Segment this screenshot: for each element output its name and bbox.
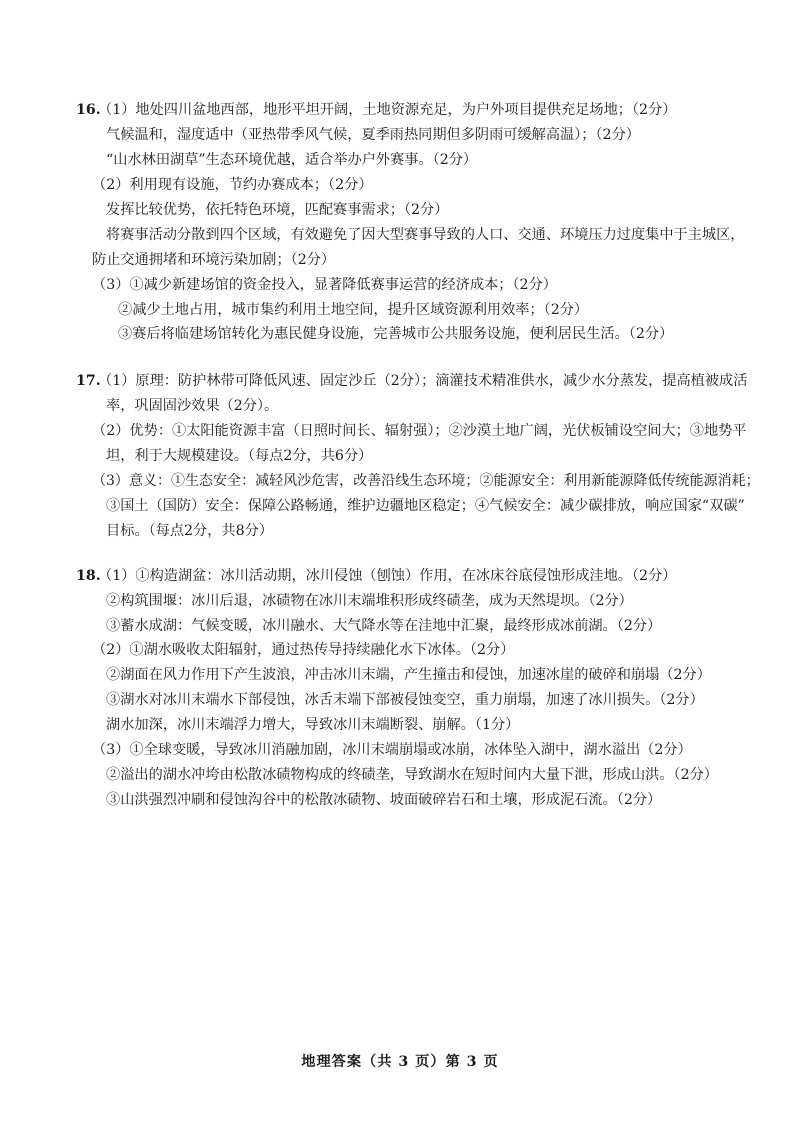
answer-line: ②溢出的湖水冲垮由松散冰碛物构成的终碛垄，导致湖水在短时间内大量下泄，形成山洪。（2分） [106,767,718,783]
answer-line: 目标。（每点2分，共8分） [106,523,274,539]
answer-line: ③赛后将临建场馆转化为惠民健身设施，完善城市公共服务设施，便利居民生活。（2分） [118,326,674,342]
answer-line: 将赛事活动分散到四个区域，有效避免了因大型赛事导致的人口、交通、环境压力过度集中于主城区， [106,227,745,243]
answer-line: 气候温和，湿度适中（亚热带季风气候，夏季雨热同期但多阴雨可缓解高温）；（2分） [106,127,640,143]
answer-line: 发挥比较优势，依托特色环境，匹配赛事需求；（2分） [106,202,449,218]
answer-line: （3）①全球变暖，导致冰川消融加剧，冰川末端崩塌或冰崩，冰体坠入湖中，湖水溢出（2分） [92,742,692,758]
answer-line: ②湖面在风力作用下产生波浪，冲击冰川末端，产生撞击和侵蚀，加速冰崖的破碎和崩塌（2分） [106,667,711,683]
answer-line: 坦，利于大规模建设。（每点2分，共6分） [106,448,373,464]
answer-line: （2）优势：①太阳能资源丰富（日照时间长、辐射强）；②沙漠土地广阔，光伏板铺设空间大；③地势平 [92,423,747,439]
answer-line: 防止交通拥堵和环境污染加剧；（2分） [92,252,336,268]
answer-line: （1）原理：防护林带可降低风速、固定沙丘（2分）；滴灌技术精准供水，减少水分蒸发，提高植被成活 [98,373,748,389]
answer-line: （2）①湖水吸收太阳辐射，通过热传导持续融化水下冰体。（2分） [92,642,515,658]
answer-line: ③国土（国防）安全：保障公路畅通，维护边疆地区稳定；④气候安全：减少碳排放，响应国家“双碳” [106,498,745,514]
answer-line: ③蓄水成湖：气候变暖，冰川融水、大气降水等在洼地中汇聚，最终形成冰前湖。（2分） [106,618,662,634]
answer-line: 率，巩固固沙效果（2分）。 [106,398,279,414]
answer-line: （2）利用现有设施，节约办赛成本；（2分） [92,177,373,193]
answer-line: “山水林田湖草”生态环境优越，适合举办户外赛事。（2分） [106,152,478,168]
answer-line: （1）地处四川盆地西部，地形平坦开阔，土地资源充足，为户外项目提供充足场地；（2分） [98,102,677,118]
answer-line: （1）①构造湖盆：冰川活动期，冰川侵蚀（刨蚀）作用，在冰床谷底侵蚀形成洼地。（2分） [98,568,677,584]
answer-line: （3）意义：①生态安全：减轻风沙危害，改善沿线生态环境；②能源安全：利用新能源降低传统能源消耗； [92,473,760,489]
answer-line: ③湖水对冰川末端水下部侵蚀，冰舌末端下部被侵蚀变空，重力崩塌，加速了冰川损失。（2分） [106,692,704,708]
question-number: 16. [76,102,101,118]
answer-line: （3）①减少新建场馆的资金投入，显著降低赛事运营的经济成本；（2分） [92,277,557,293]
answer-line: ②减少土地占用，城市集约利用土地空间，提升区域资源利用效率；（2分） [118,302,589,318]
answer-line: 湖水加深，冰川末端浮力增大，导致冰川末端断裂、崩解。（1分） [106,717,520,733]
answer-line: ②构筑围堰：冰川后退，冰碛物在冰川末端堆积形成终碛垄，成为天然堤坝。（2分） [106,593,633,609]
page-footer: 地理答案（共 3 页）第 3 页 [301,1054,499,1070]
question-number: 17. [76,373,101,389]
question-number: 18. [76,568,101,584]
answer-line: ③山洪强烈冲刷和侵蚀沟谷中的松散冰碛物、坡面破碎岩石和土壤，形成泥石流。（2分） [106,792,662,808]
